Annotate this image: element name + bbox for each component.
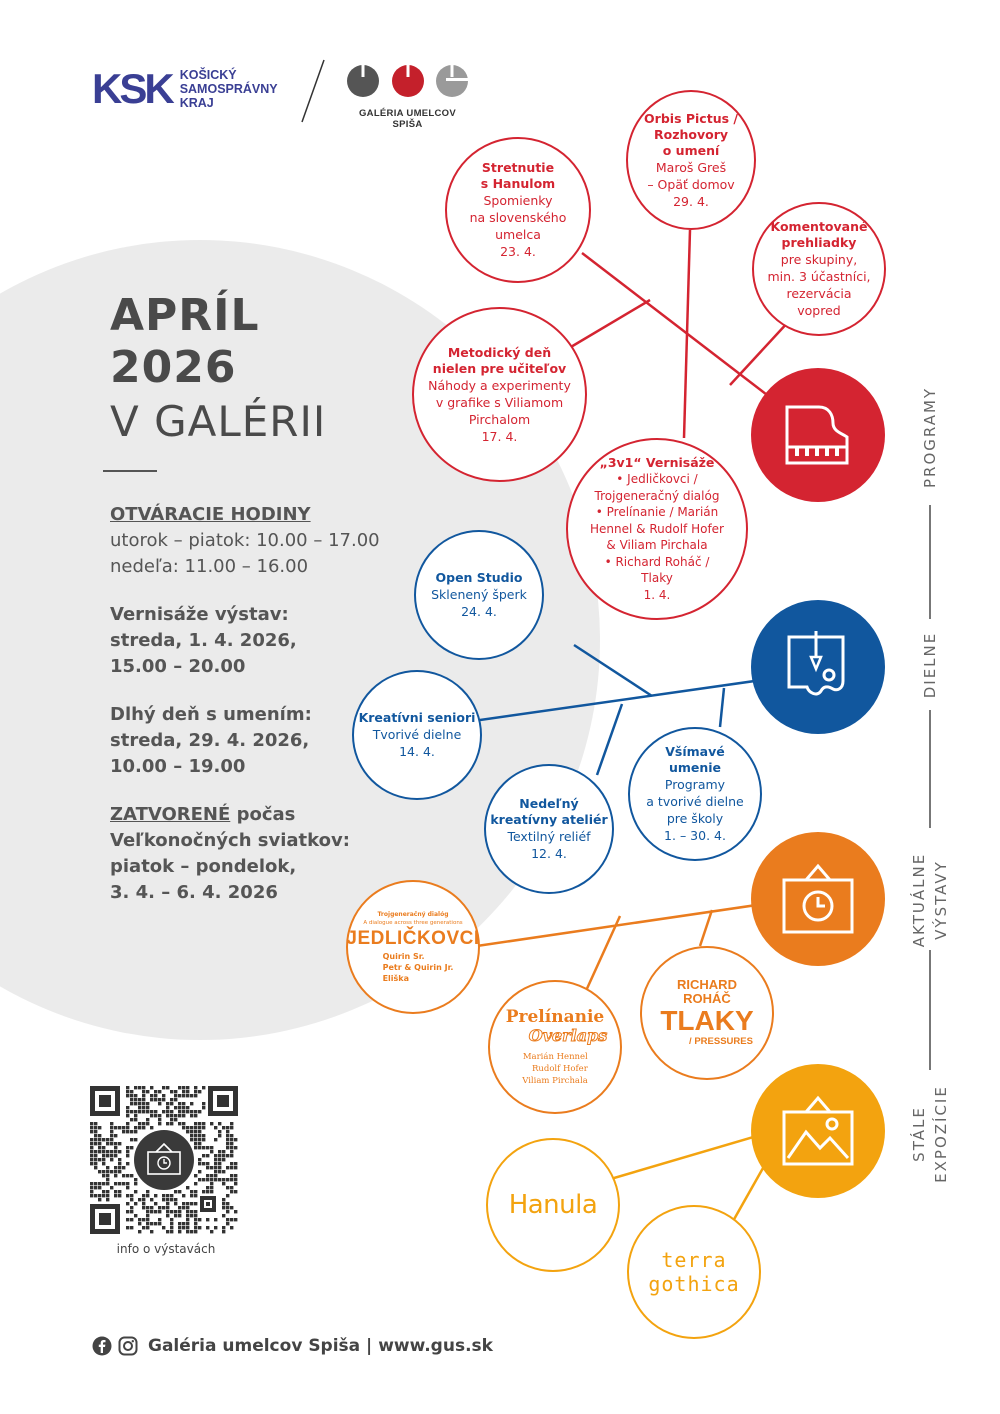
ksk-line-1: KOŠICKÝ — [179, 68, 237, 82]
program-detail: Maroš Greš – Opäť domov 29. 4. — [647, 159, 735, 209]
exhibition-bubble-tlaky — [640, 946, 774, 1080]
exhibition-title: TLAKY — [660, 1005, 754, 1036]
permanent-bubble-terra-gothica — [627, 1205, 761, 1339]
workshop-detail: Tvorivé dielne 14. 4. — [372, 727, 462, 759]
program-title: „3v1“ Vernisáže — [599, 455, 715, 470]
exhibition-title: JEDLIČKOVCI — [346, 927, 480, 949]
workshop-detail: Sklenený šperk 24. 4. — [431, 587, 527, 619]
permanent-title: Hanula — [508, 1190, 598, 1220]
workshops-category-circle — [751, 600, 885, 734]
page-title — [110, 290, 326, 450]
gus-logo — [345, 64, 470, 130]
instagram-icon[interactable] — [118, 1336, 138, 1356]
clock-frame-icon — [780, 862, 856, 936]
exhibition-artist-1: RICHARD — [677, 977, 737, 992]
title-subtitle: V GALÉRII — [110, 397, 327, 446]
workshop-bubble-creative-seniors — [352, 670, 482, 800]
gus-logo-text: GALÉRIA UMELCOV SPIŠA — [358, 108, 457, 130]
program-bubble-orbis-pictus — [626, 90, 756, 230]
exhibition-small-1: Trojgeneračný dialóg — [377, 910, 449, 918]
exhibition-subtitle: / PRESSURES — [689, 1036, 753, 1047]
exhibition-bubble-jedlickovci — [346, 880, 480, 1014]
workshop-title: Nedeľný kreatívny ateliér — [490, 796, 608, 827]
longday-time: 10.00 – 19.00 — [110, 756, 246, 777]
ksk-logo-mark: KSK — [92, 65, 172, 112]
category-separator — [929, 950, 931, 1070]
exhibition-subtitle: Overlaps — [528, 1026, 608, 1045]
title-year: 2026 — [110, 342, 237, 393]
vernisage-title: Vernisáže výstav: — [110, 604, 289, 625]
workshop-title: Kreatívni seniori — [358, 710, 476, 725]
category-label-current-1: AKTUÁLNE — [910, 852, 928, 948]
program-detail: • Jedličkovci / Trojgeneračný dialóg • Prelínanie / Marián Hennel & Rudolf Hofer & Viliam Pirchala • Richard Roháč / Tlaky 1. 4. — [590, 472, 724, 602]
piano-icon — [783, 403, 853, 467]
qr-code[interactable] — [90, 1086, 238, 1234]
ksk-line-2: SAMOSPRÁVNY — [179, 82, 278, 96]
exhibition-small-2: A dialogue across three generations — [363, 919, 463, 926]
ksk-line-3: KRAJ — [179, 96, 214, 110]
programs-category-circle — [751, 368, 885, 502]
program-bubble-guided-tours — [752, 202, 886, 336]
program-detail: pre skupiny, min. 3 účastníci, rezervácia vopred — [767, 252, 871, 318]
title-month: APRÍL — [110, 290, 260, 341]
hours-heading: OTVÁRACIE HODINY — [110, 504, 311, 525]
closed-word: ZATVORENÉ — [110, 804, 231, 825]
workshop-detail: Programy a tvorivé dielne pre školy 1. – 30. 4. — [646, 777, 744, 843]
category-label-permanent-2: EXPOZÍCIE — [932, 1085, 950, 1183]
exhibition-people: Quirin Sr. Petr & Quirin Jr. Eliška — [382, 951, 454, 983]
facebook-icon[interactable] — [92, 1336, 112, 1356]
program-title: Komentované prehliadky — [770, 219, 868, 250]
permanent-category-circle — [751, 1064, 885, 1198]
landscape-icon — [780, 1094, 856, 1168]
workshop-bubble-open-studio — [414, 530, 544, 660]
permanent-bubble-hanula — [486, 1138, 620, 1272]
exhibitions-category-circle — [751, 832, 885, 966]
workshop-title: Open Studio — [435, 570, 523, 585]
longday-date: streda, 29. 4. 2026, — [110, 730, 310, 751]
category-label-current — [908, 840, 952, 960]
program-title: Orbis Pictus / Rozhovory o umení — [644, 110, 738, 158]
closed-line-4: 3. 4. – 6. 4. 2026 — [110, 882, 278, 903]
program-bubble-methodical-day — [412, 307, 587, 482]
exhibition-artist-2: ROHÁČ — [683, 991, 731, 1006]
title-divider — [103, 470, 157, 472]
gus-logo-mark — [346, 64, 470, 98]
workshop-bubble-sunday-atelier — [484, 764, 614, 894]
ksk-logo — [92, 65, 278, 112]
program-detail: Spomienky na slovenského umelca 23. 4. — [469, 193, 567, 259]
paintbrush-icon — [783, 631, 853, 703]
vernisage-date: streda, 1. 4. 2026, — [110, 630, 297, 651]
category-label-current-2: VÝSTAVY — [932, 860, 950, 940]
permanent-title-1: terra — [661, 1248, 727, 1272]
workshop-title: Všímavé umenie — [665, 744, 725, 775]
hours-sunday: nedeľa: 11.00 – 16.00 — [110, 556, 309, 577]
category-label-programs: PROGRAMY — [921, 386, 939, 488]
category-separator — [929, 710, 931, 828]
workshop-bubble-mindful-art — [628, 727, 762, 861]
program-detail: Náhody a experimenty v grafike s Viliamom Pirchalom 17. 4. — [428, 377, 571, 444]
closed-line-3: piatok – pondelok, — [110, 856, 297, 877]
vernisage-time: 15.00 – 20.00 — [110, 656, 246, 677]
closed-line-2: Veľkonočných sviatkov: — [110, 830, 350, 851]
workshop-detail: Textilný reliéf 12. 4. — [507, 829, 591, 861]
footer-text[interactable]: Galéria umelcov Spiša | www.gus.sk — [148, 1336, 493, 1356]
program-bubble-3v1-vernisage — [566, 438, 748, 620]
program-title: Stretnutie s Hanulom — [480, 160, 556, 191]
category-label-workshops: DIELNE — [921, 631, 939, 699]
program-title: Metodický deň nielen pre učiteľov — [432, 344, 567, 376]
exhibition-bubble-prelinanie — [488, 980, 622, 1114]
qr-caption: info o výstavách — [116, 1242, 216, 1256]
closed-rest: počas — [230, 804, 296, 825]
permanent-title-2: gothica — [648, 1272, 740, 1296]
category-label-permanent-1: STÁLE — [910, 1106, 928, 1162]
logo-separator — [298, 58, 328, 124]
program-bubble-hanula-meeting — [445, 137, 591, 283]
exhibition-title: Prelínanie — [505, 1007, 605, 1027]
exhibition-people: Marián Hennel Rudolf Hofer Viliam Pirchala — [522, 1052, 588, 1086]
category-label-permanent — [908, 1074, 952, 1194]
category-separator — [929, 505, 931, 619]
ksk-logo-text — [180, 68, 278, 110]
longday-title: Dlhý deň s umením: — [110, 704, 312, 725]
footer — [92, 1336, 493, 1356]
hours-weekday: utorok – piatok: 10.00 – 17.00 — [110, 530, 380, 551]
